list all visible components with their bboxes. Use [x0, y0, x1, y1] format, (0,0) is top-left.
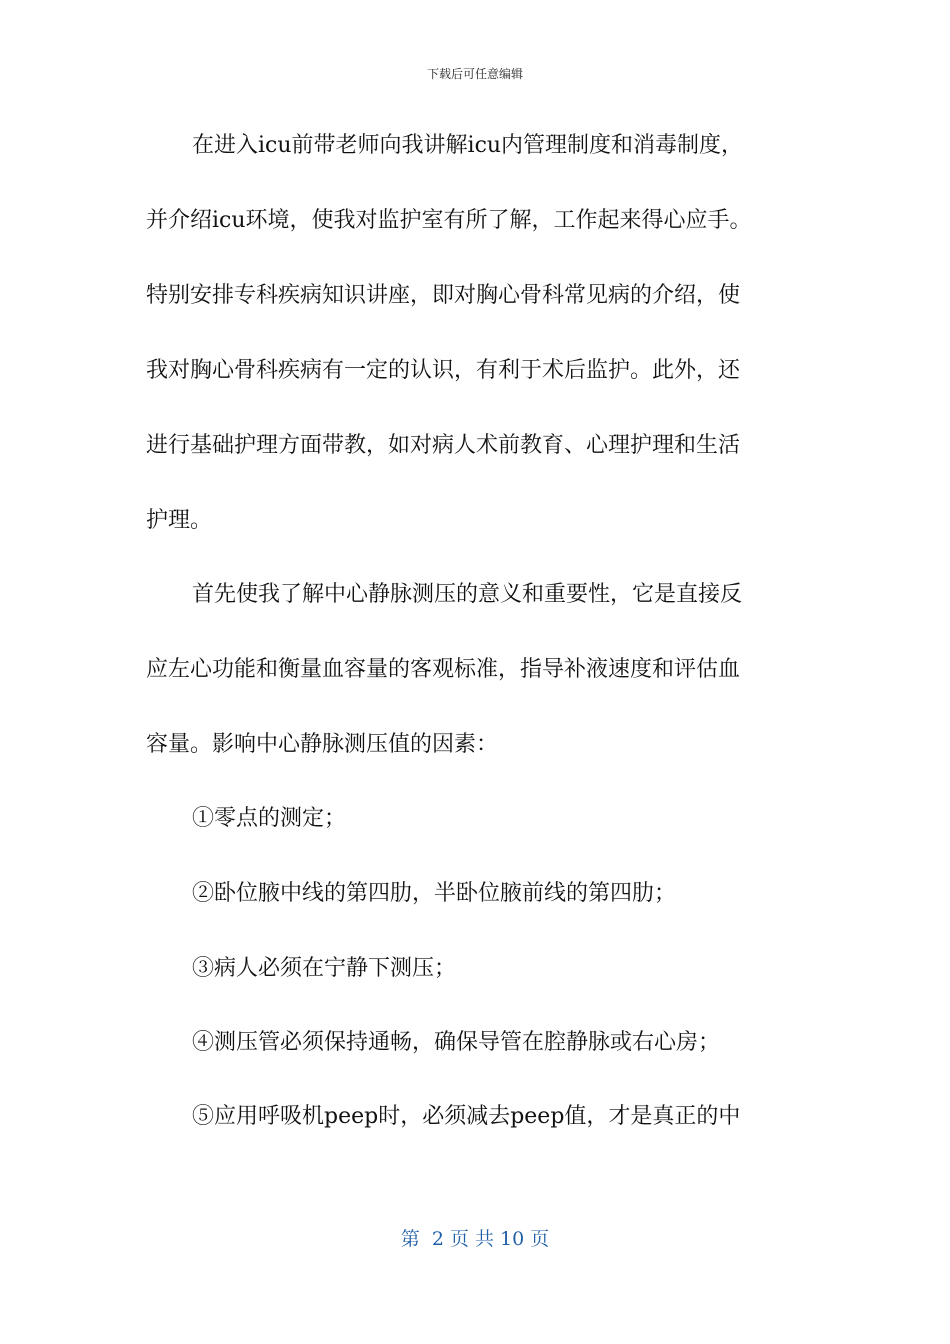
paragraph-2-line-3: 容量。影响中心静脉测压值的因素：: [146, 732, 499, 757]
paragraph-1-line-4: 我对胸心骨科疾病有一定的认识，有利于术后监护。此外，还: [146, 358, 741, 383]
page-header: 下载后可任意编辑: [426, 67, 523, 81]
paragraph-1-line-5: 进行基础护理方面带教，如对病人术前教育、心理护理和生活: [146, 433, 741, 458]
paragraph-1-line-6: 护理。: [146, 508, 213, 533]
factor-item-2: ②卧位腋中线的第四肋，半卧位腋前线的第四肋；: [192, 881, 677, 906]
paragraph-1-line-3: 特别安排专科疾病知识讲座，即对胸心骨科常见病的介绍，使: [146, 283, 741, 308]
factor-item-5: ⑤应用呼吸机peep时，必须减去peep值，才是真正的中: [192, 1104, 741, 1129]
paragraph-2-line-2: 应左心功能和衡量血容量的客观标准，指导补液速度和评估血: [146, 657, 741, 682]
factor-item-3: ③病人必须在宁静下测压；: [192, 956, 457, 981]
factor-item-1: ①零点的测定；: [192, 806, 347, 831]
factor-item-4: ④测压管必须保持通畅，确保导管在腔静脉或右心房；: [192, 1030, 721, 1055]
paragraph-2-line-1: 首先使我了解中心静脉测压的意义和重要性，它是直接反: [192, 582, 743, 607]
page-number-footer: 第 2 页 共 10 页: [400, 1228, 550, 1250]
paragraph-1-line-2: 并介绍icu环境，使我对监护室有所了解，工作起来得心应手。: [146, 208, 752, 233]
paragraph-1-line-1: 在进入icu前带老师向我讲解icu内管理制度和消毒制度，: [192, 133, 744, 158]
